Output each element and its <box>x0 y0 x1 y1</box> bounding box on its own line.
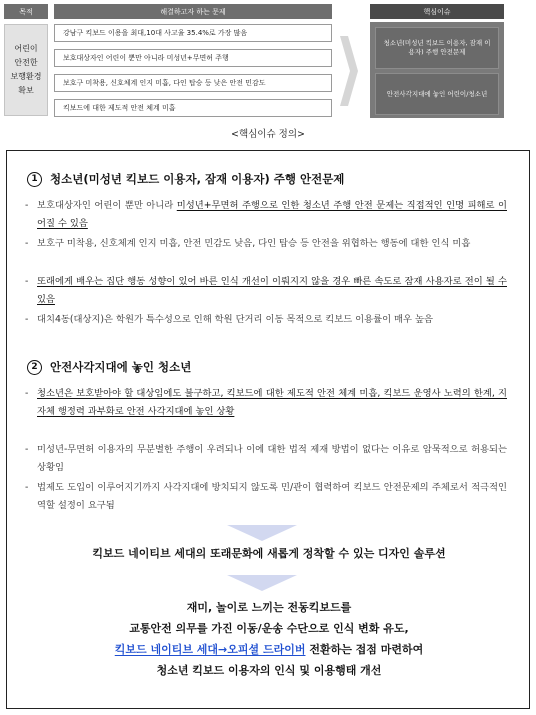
chevron-right-icon <box>340 36 358 106</box>
purpose-line: 어린이 <box>14 44 38 53</box>
section-1-bullet: - 보호대상자인 어린이 뿐만 아니라 미성년+무면허 주행으로 인한 청소년 주행 안전 문제는 직접적인 인명 피해로 이어질 수 있음 <box>25 200 507 229</box>
core-issue-diagram <box>0 0 536 150</box>
solution-line <box>7 639 531 660</box>
solution-line: 청소년 킥보드 이용자의 인식 및 이용행태 개선 <box>156 664 382 677</box>
section-number: 1 <box>27 172 42 187</box>
section-title-text: 청소년(미성년 킥보드 이용자, 잠재 이용자) 주행 안전문제 <box>50 172 345 186</box>
section-1-bullet: - 대치4동(대상지)은 학원가 특수성으로 인해 학원 단거리 이동 목적으로 킥보드 이용률이 매우 높음 <box>25 314 433 325</box>
purpose-line: 안전한 <box>14 58 38 67</box>
section-1-bullet: - 또래에게 배우는 집단 행동 성향이 있어 바른 인식 개선이 이뤄지지 않을 경우 빠른 속도로 잠재 사용자로 전이 될 수 있음 <box>25 276 507 305</box>
core-issue-item: 청소년(미성년 킥보드 이용자, 잠재 이용자) 주행 안전문제 <box>375 27 499 69</box>
section-number: 2 <box>27 360 42 375</box>
problem-list <box>54 24 332 124</box>
bullet-underlined-text: 미성년+무면허 주행으로 인한 청소년 주행 안전 문제는 직접적인 인명 피해로 이어질 수 있음 <box>37 200 507 229</box>
diagram-caption: <핵심이슈 정의> <box>230 129 305 140</box>
solution-statement <box>7 597 531 681</box>
bullet-text: 보호구 미착용, 신호체계 인지 미흡, 안전 민감도 낮음, 다인 탑승 등 안전을 위협하는 행동에 대한 인식 미흡 <box>37 238 471 249</box>
purpose-line: 보행환경 <box>10 72 42 81</box>
arrow-down-icon <box>227 525 297 541</box>
bullet-text: 법제도 도입이 이루어지기까지 사각지대에 방치되지 않도록 민/관이 협력하여 킥보드 안전문제의 주체로서 적극적인 역할 설정이 요구됨 <box>37 482 507 511</box>
purpose-header: 목적 <box>4 4 48 19</box>
core-issue-header: 핵심이슈 <box>370 4 504 19</box>
bullet-text: 대치4동(대상지)은 학원가 특수성으로 인해 학원 단거리 이동 목적으로 킥보드 이용률이 매우 높음 <box>37 314 433 325</box>
conclusion-text: 킥보드 네이티브 세대의 또래문화에 새롭게 정착할 수 있는 디자인 솔루션 <box>92 547 446 560</box>
solution-line-rest: 전환하는 접점 마련하여 <box>305 643 424 656</box>
bullet-text: 보호대상자인 어린이 뿐만 아니라 <box>37 200 177 211</box>
section-2-bullet: - 법제도 도입이 이루어지기까지 사각지대에 방치되지 않도록 민/관이 협력하여 킥보드 안전문제의 주체로서 적극적인 역할 설정이 요구됨 <box>25 482 507 511</box>
section-1-bullet: - 보호구 미착용, 신호체계 인지 미흡, 안전 민감도 낮음, 다인 탑승 등 안전을 위협하는 행동에 대한 인식 미흡 <box>25 238 471 249</box>
section-2-bullet: - 청소년은 보호받아야 할 대상임에도 불구하고, 킥보드에 대한 제도적 안전 체계 미흡, 킥보드 운영사 노력의 한계, 지자체 행정력 과부화로 안전 사각지대에 놓인 상황 <box>25 388 507 417</box>
problem-header: 해결하고자 하는 문제 <box>54 4 332 19</box>
core-issue-panel <box>370 22 504 118</box>
problem-item: 강남구 킥보드 이용을 최대,10대 사고율 35.4%로 가장 많음 <box>54 24 332 42</box>
core-issue-item: 안전사각지대에 놓인 어린이/청소년 <box>375 73 499 115</box>
section-1-title <box>27 171 344 187</box>
solution-line: 교통안전 의무를 가진 이동/운송 수단으로 인식 변화 유도, <box>129 622 409 635</box>
purpose-box <box>4 24 48 116</box>
problem-item: 보호구 미착용, 신호체계 인지 미흡, 다인 탑승 등 낮은 안전 민감도 <box>54 74 332 92</box>
purpose-line: 확보 <box>18 86 34 95</box>
solution-line: 재미, 놀이로 느끼는 전동킥보드를 <box>186 601 352 614</box>
solution-highlight: 킥보드 네이티브 세대→오피셜 드라이버 <box>114 643 306 656</box>
arrow-down-icon <box>227 575 297 591</box>
bullet-underlined-text: 또래에게 배우는 집단 행동 성향이 있어 바른 인식 개선이 이뤄지지 않을 경우 빠른 속도로 잠재 사용자로 전이 될 수 있음 <box>37 276 507 305</box>
bullet-text: 미성년-무면허 이용자의 무분별한 주행이 우려되나 이에 대한 법적 제재 방법이 없다는 이유로 암묵적으로 허용되는 상황임 <box>37 444 507 473</box>
problem-item: 보호대상자인 어린이 뿐만 아니라 미성년+무면허 주행 <box>54 49 332 67</box>
problem-item: 킥보드에 대한 제도적 안전 체계 미흡 <box>54 99 332 117</box>
section-2-title <box>27 359 191 375</box>
bullet-underlined-text: 청소년은 보호받아야 할 대상임에도 불구하고, 킥보드에 대한 제도적 안전 체계 미흡, 킥보드 운영사 노력의 한계, 지자체 행정력 과부화로 안전 사각지대에 놓인 상황 <box>37 388 507 417</box>
core-issue-detail-box <box>6 150 530 709</box>
section-title-text: 안전사각지대에 놓인 청소년 <box>50 360 192 374</box>
section-2-bullet: - 미성년-무면허 이용자의 무분별한 주행이 우려되나 이에 대한 법적 제재 방법이 없다는 이유로 암묵적으로 허용되는 상황임 <box>25 444 507 473</box>
